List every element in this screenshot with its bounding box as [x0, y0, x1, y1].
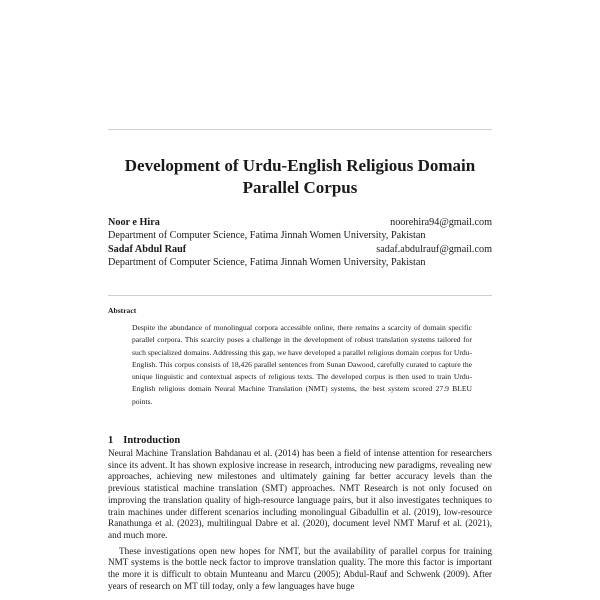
paragraph: Neural Machine Translation Bahdanau et al. (2014) has been a field of intense attention for researchers since its advent. It has shown explosive increase in research, introducing new paradigms, revealing new approaches, achieving new milestones and ultimately gaining far better accuracy levels than the previous statistical machine translation (SMT) approaches. NMT Research is not only focused on improving the translation quality of high-resource language pairs, but it also investigates techniques to train machines under different scenarios including monolingual Gibadullin et al. (2019), low-resource Ranathunga et al. (2023), multilingual Dabre et al. (2020), document level NMT Maruf et al. (2021), and much more. — [108, 448, 492, 540]
section-body — [108, 448, 492, 592]
author-email: noorehira94@gmail.com — [390, 217, 492, 228]
section-rule — [108, 295, 492, 296]
section-heading — [108, 435, 180, 446]
title-line-2: Parallel Corpus — [242, 178, 358, 197]
author-affiliation: Department of Computer Science, Fatima Jinnah Women University, Pakistan — [108, 230, 426, 241]
author-email: sadaf.abdulrauf@gmail.com — [376, 244, 492, 255]
author-block-1 — [108, 216, 492, 242]
section-title: Introduction — [123, 435, 181, 446]
abstract-heading: Abstract — [108, 306, 137, 315]
author-name: Sadaf Abdul Rauf — [108, 244, 187, 255]
abstract-body — [132, 322, 472, 408]
paper-title — [100, 155, 500, 199]
paragraph: These investigations open new hopes for NMT, but the availability of parallel corpus for training NMT systems is the bottle neck factor to improve translation quality. The more this factor is important the more it is difficult to obtain Munteanu and Marcu (2005); Abdul-Rauf and Schwenk (2009). After years of research on MT till today, only a few languages have huge — [108, 545, 492, 591]
section-number: 1 — [108, 435, 114, 446]
top-rule — [108, 129, 492, 130]
abstract-text: Despite the abundance of monolingual corpora accessible online, there remains a scarcity of domain specific parallel corpora. This scarcity poses a challenge in the development of robust translation systems tailored for such specialized domains. Addressing this gap, we have developed a parallel religious domain corpus for Urdu-English. This corpus consists of 18,426 parallel sentences from Sunan Dawood, carefully curated to capture the unique linguistic and contextual aspects of religious texts. The developed corpus is then used to train Urdu-English religious domain Neural Machine Translation (NMT) systems, the best system scored 27.9 BLEU points. — [132, 323, 472, 406]
title-line-1: Development of Urdu-English Religious Domain — [124, 156, 476, 175]
author-affiliation: Department of Computer Science, Fatima Jinnah Women University, Pakistan — [108, 257, 426, 268]
author-block-2 — [108, 243, 492, 269]
author-name: Noor e Hira — [108, 217, 160, 228]
